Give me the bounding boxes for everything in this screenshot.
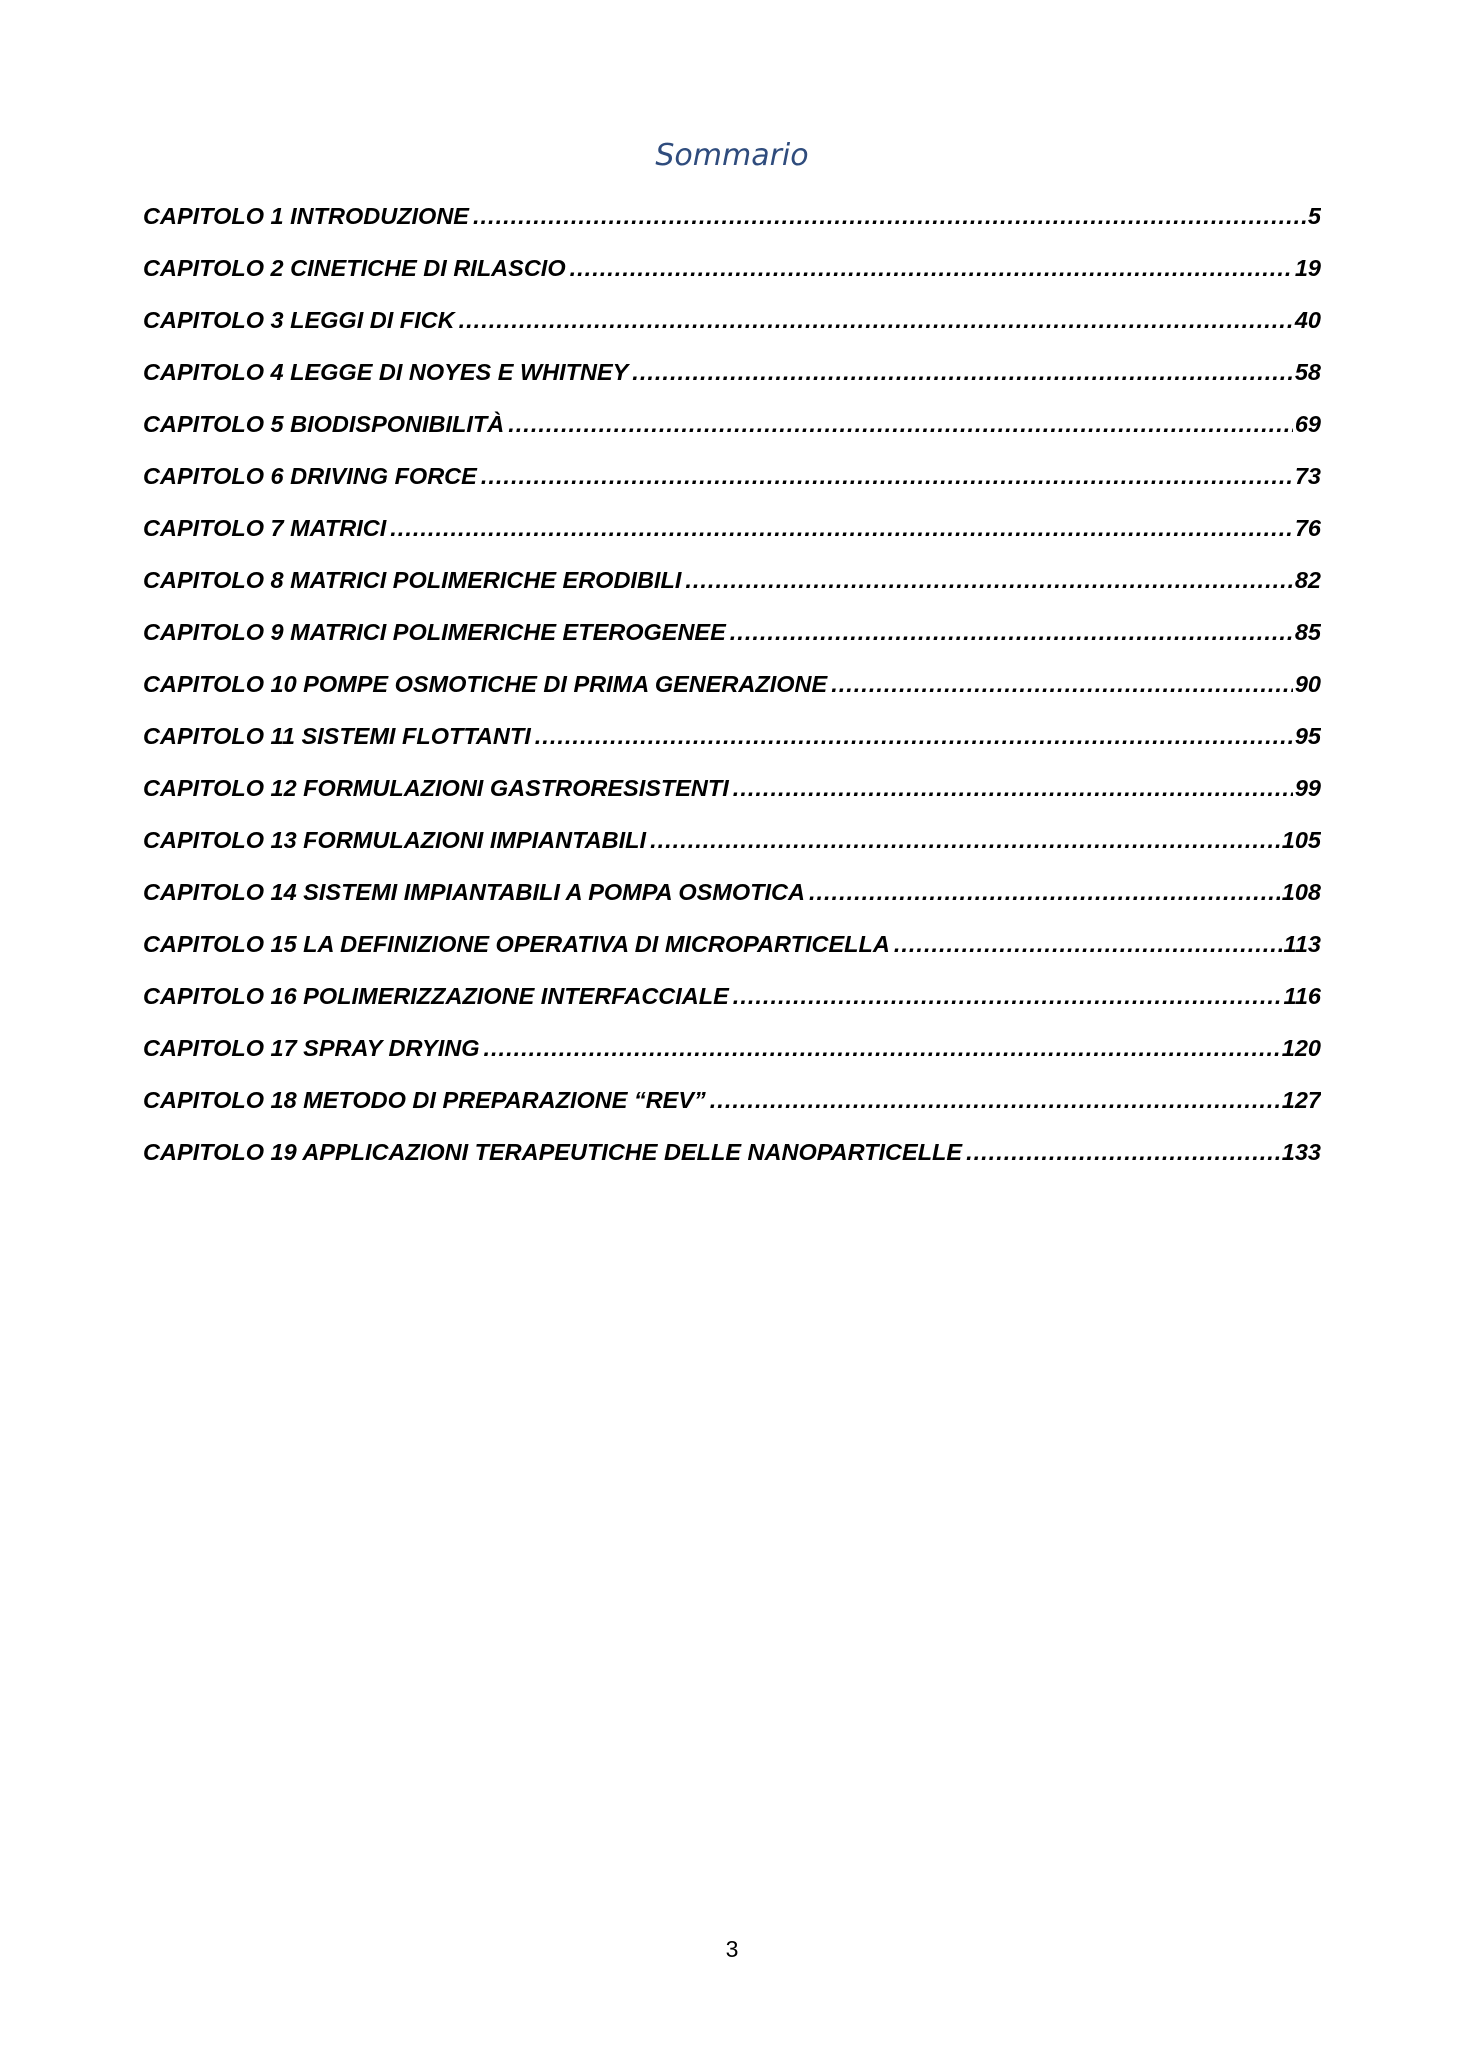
toc-entry-page: 90 [1294, 671, 1321, 697]
toc-entry-label: CAPITOLO 16 POLIMERIZZAZIONE INTERFACCIALE [143, 983, 729, 1009]
toc-entry-label: CAPITOLO 15 LA DEFINIZIONE OPERATIVA DI MICROPARTICELLA [143, 931, 890, 957]
toc-entry-7[interactable] [143, 513, 1321, 565]
dot-leader [481, 461, 1293, 491]
toc-entry-page: 5 [1307, 203, 1321, 229]
toc-entry-label: CAPITOLO 14 SISTEMI IMPIANTABILI A POMPA OSMOTICA [143, 879, 805, 905]
dot-leader [730, 617, 1293, 647]
toc-entry-6[interactable] [143, 461, 1321, 513]
dot-leader [966, 1137, 1280, 1167]
toc-entry-label: CAPITOLO 13 FORMULAZIONI IMPIANTABILI [143, 827, 647, 853]
toc-entry-page: 69 [1294, 411, 1321, 437]
dot-leader [570, 253, 1293, 283]
toc-entry-page: 108 [1281, 879, 1321, 905]
dot-leader [473, 201, 1306, 231]
toc-entry-2[interactable] [143, 253, 1321, 305]
toc-entry-label: CAPITOLO 19 APPLICAZIONI TERAPEUTICHE DELLE NANOPARTICELLE [143, 1139, 963, 1165]
toc-entry-page: 116 [1283, 983, 1321, 1009]
toc-entry-page: 95 [1294, 723, 1321, 749]
dot-leader [390, 513, 1293, 543]
dot-leader [508, 409, 1293, 439]
toc-entry-18[interactable] [143, 1085, 1321, 1137]
dot-leader [483, 1033, 1279, 1063]
dot-leader [894, 929, 1282, 959]
toc-entry-page: 99 [1294, 775, 1321, 801]
toc-entry-13[interactable] [143, 825, 1321, 877]
dot-leader [650, 825, 1280, 855]
toc-entry-page: 76 [1294, 515, 1321, 541]
dot-leader [459, 305, 1293, 335]
toc-entry-label: CAPITOLO 9 MATRICI POLIMERICHE ETEROGENEE [143, 619, 726, 645]
toc-entry-8[interactable] [143, 565, 1321, 617]
dot-leader [535, 721, 1293, 751]
toc-entry-14[interactable] [143, 877, 1321, 929]
toc-entry-page: 82 [1294, 567, 1321, 593]
dot-leader [733, 981, 1282, 1011]
toc-entry-16[interactable] [143, 981, 1321, 1033]
toc-entry-label: CAPITOLO 1 INTRODUZIONE [143, 203, 469, 229]
dot-leader [685, 565, 1293, 595]
toc-title: Sommario [655, 138, 809, 173]
toc-entry-3[interactable] [143, 305, 1321, 357]
toc-entry-4[interactable] [143, 357, 1321, 409]
dot-leader [831, 669, 1293, 699]
dot-leader [733, 773, 1293, 803]
toc-entry-page: 73 [1294, 463, 1321, 489]
toc-entry-label: CAPITOLO 12 FORMULAZIONI GASTRORESISTENTI [143, 775, 729, 801]
dot-leader [809, 877, 1280, 907]
toc-entry-label: CAPITOLO 8 MATRICI POLIMERICHE ERODIBILI [143, 567, 682, 593]
toc-entry-page: 120 [1281, 1035, 1321, 1061]
toc-entry-label: CAPITOLO 18 METODO DI PREPARAZIONE “REV” [143, 1087, 706, 1113]
toc-entry-label: CAPITOLO 10 POMPE OSMOTICHE DI PRIMA GENERAZIONE [143, 671, 828, 697]
toc-entry-label: CAPITOLO 2 CINETICHE DI RILASCIO [143, 255, 566, 281]
toc-entry-label: CAPITOLO 3 LEGGI DI FICK [143, 307, 455, 333]
toc-entry-17[interactable] [143, 1033, 1321, 1085]
toc-entry-page: 133 [1281, 1139, 1321, 1165]
toc-entry-label: CAPITOLO 7 MATRICI [143, 515, 387, 541]
dot-leader [710, 1085, 1280, 1115]
toc-entry-page: 19 [1294, 255, 1321, 281]
toc-entry-page: 127 [1281, 1087, 1321, 1113]
toc-entry-1[interactable] [143, 201, 1321, 253]
page-number: 3 [725, 1936, 739, 1962]
toc-entry-page: 40 [1294, 307, 1321, 333]
dot-leader [632, 357, 1293, 387]
toc-entry-label: CAPITOLO 11 SISTEMI FLOTTANTI [143, 723, 531, 749]
toc-entry-10[interactable] [143, 669, 1321, 721]
toc-entry-label: CAPITOLO 6 DRIVING FORCE [143, 463, 477, 489]
toc-entry-page: 58 [1294, 359, 1321, 385]
toc-entry-5[interactable] [143, 409, 1321, 461]
toc-entry-12[interactable] [143, 773, 1321, 825]
toc-entry-label: CAPITOLO 4 LEGGE DI NOYES E WHITNEY [143, 359, 629, 385]
toc-entry-11[interactable] [143, 721, 1321, 773]
table-of-contents [143, 201, 1321, 1189]
toc-entry-label: CAPITOLO 5 BIODISPONIBILITÀ [143, 411, 505, 437]
toc-entry-15[interactable] [143, 929, 1321, 981]
toc-entry-19[interactable] [143, 1137, 1321, 1189]
toc-entry-9[interactable] [143, 617, 1321, 669]
toc-entry-label: CAPITOLO 17 SPRAY DRYING [143, 1035, 480, 1061]
toc-entry-page: 85 [1294, 619, 1321, 645]
toc-entry-page: 105 [1281, 827, 1321, 853]
toc-entry-page: 113 [1283, 931, 1321, 957]
